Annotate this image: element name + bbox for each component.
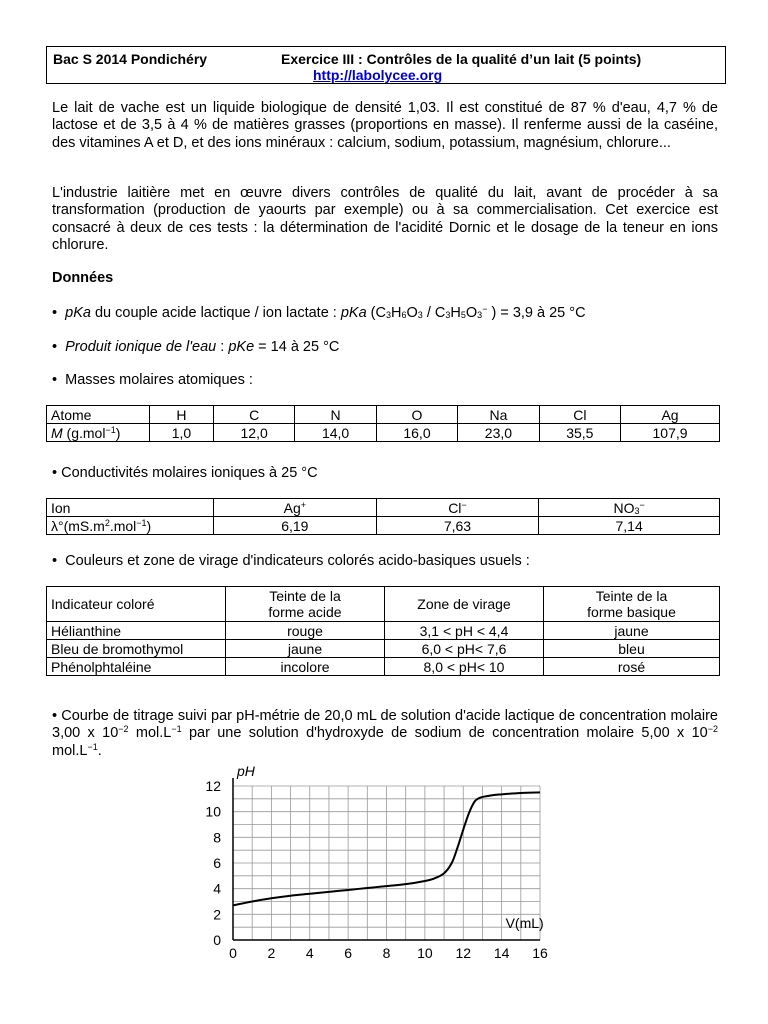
source-link[interactable]: http://labolycee.org bbox=[313, 67, 443, 83]
x-tick-label: 0 bbox=[229, 945, 237, 961]
bullet-conductivity: • Conductivités molaires ioniques à 25 °C bbox=[52, 465, 318, 481]
y-tick-label: 4 bbox=[213, 880, 221, 897]
bullet-pka: • pKa du couple acide lactique / ion lactate : pKa ($C_3H_6O_3 / C_3H_5O_3^-$ ) = 3,9 à 25 °C bbox=[52, 304, 586, 321]
bullet-pke: • Produit ionique de l'eau : pKe = 14 à 25 °C bbox=[52, 339, 340, 355]
y-tick-label: 10 bbox=[205, 803, 221, 820]
x-tick-label: 8 bbox=[382, 945, 391, 961]
x-tick-label: 16 bbox=[532, 945, 548, 961]
molar-mass-table bbox=[46, 405, 720, 442]
y-tick-label: 8 bbox=[213, 829, 221, 846]
conductivity-table bbox=[46, 498, 720, 535]
bullet-indicators: • Couleurs et zone de virage d'indicateurs colorés acido-basiques usuels : bbox=[52, 553, 530, 569]
y-tick-label: 6 bbox=[213, 855, 221, 871]
bullet-masses: • Masses molaires atomiques : bbox=[52, 372, 253, 388]
table-row: Indicateur coloré Teinte de la forme acide Zone de virage Teinte de la forme basique bbox=[47, 587, 720, 622]
x-tick-label: 6 bbox=[344, 945, 353, 961]
donnees-heading: Données bbox=[52, 270, 114, 286]
x-tick-label: 10 bbox=[417, 945, 433, 961]
intro-paragraph-2: L'industrie laitière met en œuvre divers contrôles de qualité du lait, avant de procéder à sa transformation (production de yaourts par exemple) ou à sa commercialisation. Cet exercice est consacré à deux de ces tests : la détermination de l'acidité Dornic et le dosage de la teneur en ions chlorure. bbox=[52, 185, 718, 253]
x-tick-label: 12 bbox=[455, 945, 472, 961]
table-row: Phénolphtaléine incolore 8,0 < pH< 10 rosé bbox=[47, 658, 720, 676]
table-row: Bleu de bromothymol jaune 6,0 < pH< 7,6 bleu bbox=[47, 640, 720, 658]
y-axis-label: pH bbox=[237, 763, 255, 779]
intro-paragraph-1: Le lait de vache est un liquide biologique de densité 1,03. Il est constitué de 87 % d'eau, 4,7 % de lactose et de 3,5 à 4 % de matières grasses (proportions en masse). Il renferme aussi de la caséine, des vitamines A et D, et des ions minéraux : calcium, sodium, potassium, magnésium, chlorure... bbox=[52, 100, 718, 151]
x-tick-label: 14 bbox=[493, 945, 510, 961]
x-axis-label: V(mL) bbox=[505, 915, 544, 931]
y-tick-label: 12 bbox=[205, 778, 221, 794]
exercise-title: Exercice III : Contrôles de la qualité d’un lait (5 points) bbox=[281, 51, 642, 67]
indicator-table bbox=[46, 586, 720, 676]
y-tick-label: 2 bbox=[213, 906, 221, 923]
exam-title: Bac S 2014 Pondichéry bbox=[53, 51, 208, 67]
table-row: M (g.mol$^{-1}$) 1,0 12,0 14,0 16,0 23,0 35,5 107,9 bbox=[47, 424, 720, 442]
table-row: $\lambda^\circ(mS.m^2.mol^{-1})$ 6,19 7,63 7,14 bbox=[47, 517, 720, 535]
x-tick-label: 4 bbox=[305, 945, 314, 961]
curve-description: • Courbe de titrage suivi par pH-métrie de 20,0 mL de solution d'acide lactique de concentration molaire 3,00 x $10^{-2}$ $mol.L^{-1}$ par une solution d'hydroxyde de sodium de concentration molaire 5,00 x $10^{-2}$ $mol.L^{-1}$. bbox=[52, 708, 718, 759]
table-row: Ion Ag+ Cl− $NO_3^-$ bbox=[47, 499, 720, 517]
titration-chart bbox=[190, 760, 560, 970]
table-row: Hélianthine rouge 3,1 < pH < 4,4 jaune bbox=[47, 622, 720, 640]
x-tick-label: 2 bbox=[267, 945, 276, 961]
y-tick-label: 0 bbox=[213, 932, 221, 948]
header-box bbox=[46, 46, 726, 84]
table-row: Atome H C N O Na Cl Ag bbox=[47, 406, 720, 424]
